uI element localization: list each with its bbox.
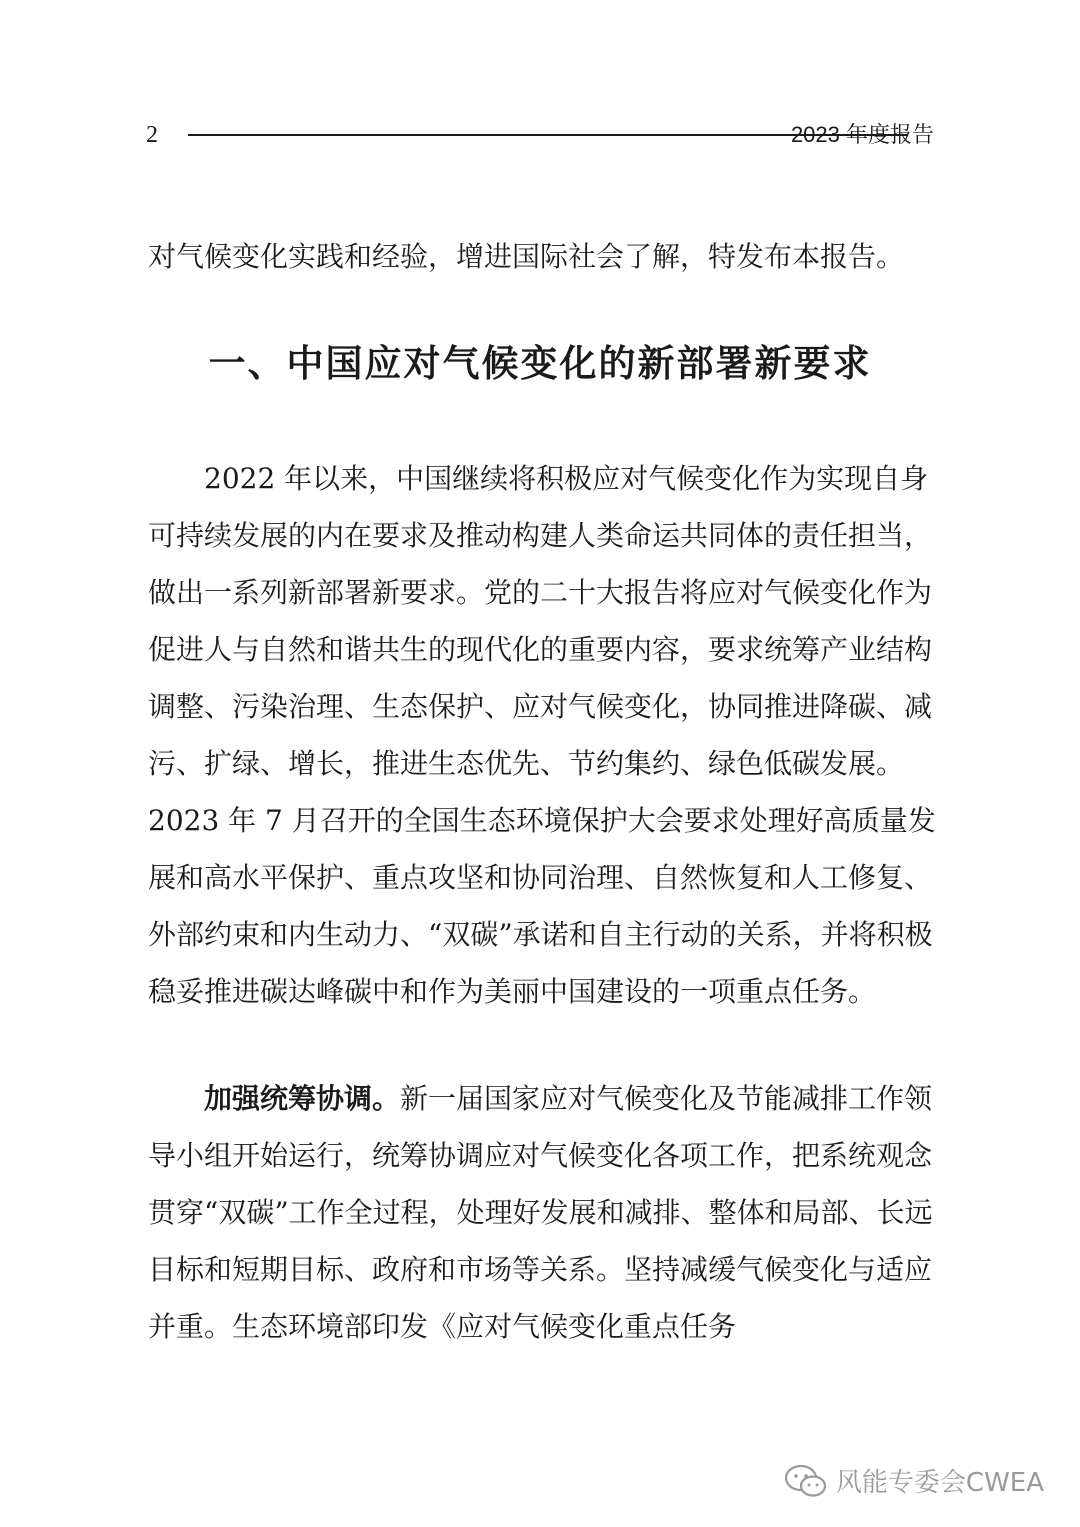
paragraph-lead: 加强统筹协调。	[204, 1082, 401, 1115]
continuation-paragraph: 对气候变化实践和经验，增进国际社会了解，特发布本报告。	[148, 240, 905, 273]
section-heading: 一、中国应对气候变化的新部署新要求	[208, 342, 872, 385]
page-header	[146, 118, 934, 152]
section-paragraph-2	[148, 1070, 938, 1355]
report-title: 2023 年度报告	[790, 122, 934, 147]
paragraph-body: 新一届国家应对气候变化及节能减排工作领导小组开始运行，统筹协调应对气候变化各项工作，把系统观念贯穿“双碳”工作全过程，处理好发展和减排、整体和局部、长远目标和短期目标、政府和市场等关系。坚持减缓气候变化与适应并重。生态环境部印发《应对气候变化重点任务	[148, 1082, 933, 1343]
section-paragraph-1: 2022 年以来，中国继续将积极应对气候变化作为实现自身可持续发展的内在要求及推动构建人类命运共同体的责任担当，做出一系列新部署新要求。党的二十大报告将应对气候变化作为促进人与自然和谐共生的现代化的重要内容，要求统筹产业结构调整、污染治理、生态保护、应对气候变化，协同推进降碳、减污、扩绿、增长，推进生态优先、节约集约、绿色低碳发展。2023 年 7 月召开的全国生态环境保护大会要求处理好高质量发展和高水平保护、重点攻坚和协同治理、自然恢复和人工修复、外部约束和内生动力、“双碳”承诺和自主行动的关系，并将积极稳妥推进碳达峰碳中和作为美丽中国建设的一项重点任务。	[148, 462, 936, 1008]
wechat-icon	[784, 1464, 828, 1498]
watermark	[784, 1462, 1044, 1499]
watermark-text: 风能专委会CWEA	[835, 1468, 1044, 1498]
page-number: 2	[146, 122, 158, 148]
